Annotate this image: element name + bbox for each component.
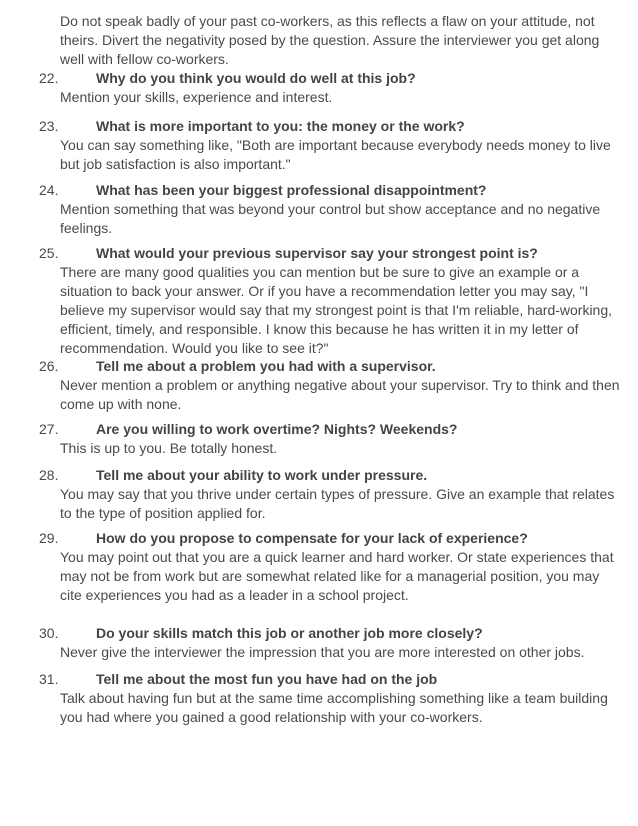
question-text: What is more important to you: the money or the work? xyxy=(96,118,465,134)
question-text: Do your skills match this job or another job more closely? xyxy=(96,625,483,641)
question-text: What has been your biggest professional disappointment? xyxy=(96,182,487,198)
answer-text: You may say that you thrive under certain types of pressure. Give an example that relates to the type of position applied for. xyxy=(60,486,615,521)
answer-text: Mention something that was beyond your control but show acceptance and no negative feelings. xyxy=(60,201,601,236)
qa-item-22 xyxy=(0,69,638,107)
intro-paragraph: Do not speak badly of your past co-workers, as this reflects a flaw on your attitude, not theirs. Divert the negativity posed by the question. Assure the interviewer you get along well with fellow co-workers. xyxy=(60,13,600,67)
question-text: Tell me about your ability to work under pressure. xyxy=(96,467,428,483)
answer-text: Talk about having fun but at the same time accomplishing something like a team building you had where you gained a good relationship with your co-workers. xyxy=(60,690,608,725)
answer-text: You can say something like, "Both are important because everybody needs money to live but job satisfaction is also important." xyxy=(60,137,611,172)
qa-item-31 xyxy=(0,670,638,727)
item-number: 30. xyxy=(39,625,59,641)
qa-item-26 xyxy=(0,357,638,414)
answer-text: Never give the interviewer the impression that you are more interested on other jobs. xyxy=(60,644,585,660)
answer-text: Never mention a problem or anything negative about your supervisor. Try to think and then come up with none. xyxy=(60,377,620,412)
answer-text: You may point out that you are a quick learner and hard worker. Or state experiences that may not be from work but are somewhat related like for a managerial position, you may cite experiences you had as a leader in a school project. xyxy=(60,549,614,603)
answer-text: This is up to you. Be totally honest. xyxy=(60,440,278,456)
question-text: Tell me about the most fun you have had on the job xyxy=(96,671,438,687)
question-text: How do you propose to compensate for your lack of experience? xyxy=(96,530,528,546)
qa-item-23 xyxy=(0,117,638,174)
question-text: Tell me about a problem you had with a supervisor. xyxy=(96,358,436,374)
item-number: 23. xyxy=(39,118,59,134)
item-number: 24. xyxy=(39,182,59,198)
qa-item-27 xyxy=(0,420,638,458)
item-number: 25. xyxy=(39,245,59,261)
question-text: Why do you think you would do well at this job? xyxy=(96,70,416,86)
item-number: 31. xyxy=(39,671,59,687)
qa-item-28 xyxy=(0,466,638,523)
item-number: 27. xyxy=(39,421,59,437)
item-number: 28. xyxy=(39,467,59,483)
item-number: 22. xyxy=(39,70,59,86)
qa-item-24 xyxy=(0,181,638,238)
answer-text: There are many good qualities you can mention but be sure to give an example or a situation to back your answer. Or if you have a recommendation letter you may say, "I believe my supervisor would say that my strongest point is that I'm reliable, hard-working, efficient, timely, and responsible. I know this because he has written it in my letter of recommendation. Would you like to see it?" xyxy=(60,264,613,356)
qa-item-25 xyxy=(0,244,638,358)
question-text: Are you willing to work overtime? Nights? Weekends? xyxy=(96,421,458,437)
question-text: What would your previous supervisor say your strongest point is? xyxy=(96,245,538,261)
item-number: 29. xyxy=(39,530,59,546)
qa-item-30 xyxy=(0,624,638,662)
answer-text: Mention your skills, experience and interest. xyxy=(60,89,333,105)
qa-item-29 xyxy=(0,529,638,605)
item-number: 26. xyxy=(39,358,59,374)
